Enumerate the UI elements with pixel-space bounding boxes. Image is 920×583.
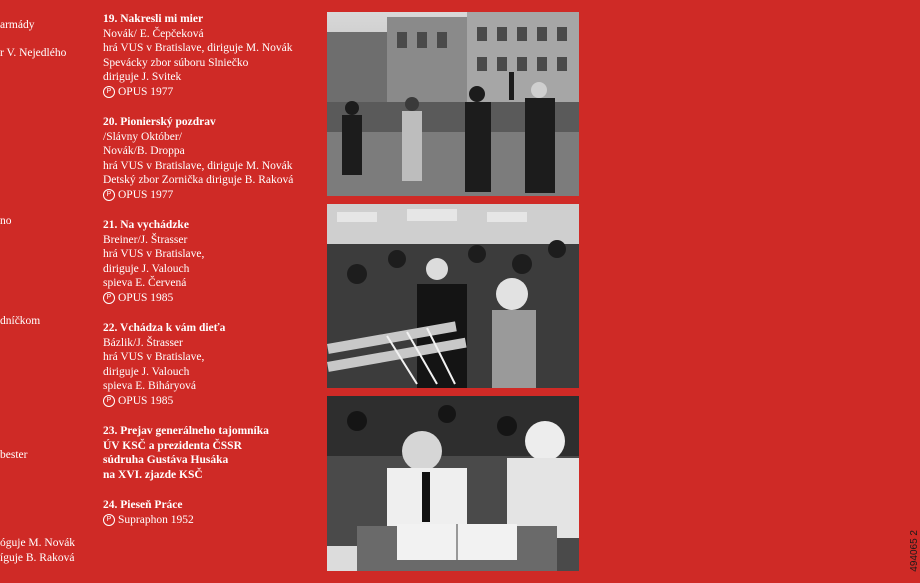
track-list	[103, 12, 321, 543]
track-title-continued: súdruha Gustáva Husáka	[103, 454, 229, 466]
phonogram-copyright-icon: P	[103, 292, 115, 304]
left-fragment-7: íguje B. Raková	[0, 552, 75, 564]
photo-officials-walking	[327, 12, 579, 196]
copyright-line	[103, 394, 321, 409]
left-fragment-5: bester	[0, 449, 28, 461]
left-fragment-1: armády	[0, 19, 35, 31]
copyright-text: OPUS 1977	[118, 85, 174, 98]
track-credit: spieva E. Červená	[103, 277, 187, 289]
copyright-text: OPUS 1985	[118, 291, 174, 304]
track-20	[103, 115, 321, 202]
track-credit: Detský zbor Zornička diriguje B. Raková	[103, 174, 294, 186]
track-title: 23. Prejav generálneho tajomníka	[103, 425, 269, 437]
track-credit: hrá VUS v Bratislave,	[103, 351, 205, 363]
track-23	[103, 424, 321, 482]
track-24	[103, 498, 321, 527]
track-title: 20. Pionierský pozdrav	[103, 116, 216, 128]
phonogram-copyright-icon: P	[103, 514, 115, 526]
track-credit: Bázlik/J. Štrasser	[103, 336, 183, 349]
copyright-line	[103, 188, 321, 203]
copyright-line	[103, 85, 321, 100]
track-title-continued: ÚV KSČ a prezidenta ČSSR	[103, 439, 242, 452]
track-credit: diriguje J. Valouch	[103, 262, 190, 275]
photo-column	[324, 0, 920, 583]
track-21	[103, 218, 321, 305]
track-title: 22. Vchádza k vám dieťa	[103, 322, 226, 334]
track-credit: hrá VUS v Bratislave, diriguje M. Novák	[103, 159, 293, 172]
track-title: 24. Pieseň Práce	[103, 499, 183, 511]
left-fragment-6: óguje M. Novák	[0, 537, 76, 549]
track-credit: Spevácky zbor súboru Slniečko	[103, 56, 249, 69]
track-title: 19. Nakresli mi mier	[103, 13, 204, 25]
phonogram-copyright-icon: P	[103, 86, 115, 98]
track-credit: spieva E. Biháryová	[103, 380, 196, 392]
track-credit: diriguje J. Valouch	[103, 365, 190, 378]
copyright-text: OPUS 1977	[118, 188, 174, 201]
track-credit: /Slávny Október/	[103, 130, 182, 143]
track-title: 21. Na vychádzke	[103, 219, 189, 231]
track-credit: Novák/ E. Čepčeková	[103, 27, 204, 40]
copyright-line	[103, 291, 321, 306]
left-column-fragments	[0, 0, 95, 583]
photo-signing-desk	[327, 396, 579, 571]
copyright-line	[103, 513, 321, 528]
copyright-text: OPUS 1985	[118, 394, 174, 407]
photo-exhibition-crowd	[327, 204, 579, 388]
left-fragment-4: dníčkom	[0, 315, 41, 327]
phonogram-copyright-icon: P	[103, 189, 115, 201]
track-credit: hrá VUS v Bratislave, diriguje M. Novák	[103, 42, 293, 54]
track-credit: hrá VUS v Bratislave,	[103, 248, 205, 260]
phonogram-copyright-icon: P	[103, 395, 115, 407]
track-title-continued: na XVI. zjazde KSČ	[103, 468, 203, 481]
track-22	[103, 321, 321, 408]
track-credit: Novák/B. Droppa	[103, 145, 185, 157]
track-credit: Breiner/J. Štrasser	[103, 233, 188, 246]
track-19	[103, 12, 321, 99]
left-fragment-3: no	[0, 215, 12, 227]
copyright-text: Supraphon 1952	[118, 513, 194, 526]
left-fragment-2: r V. Nejedlého	[0, 47, 67, 59]
track-credit: diriguje J. Svitek	[103, 71, 182, 83]
catalog-number: 494065 2	[909, 530, 920, 572]
